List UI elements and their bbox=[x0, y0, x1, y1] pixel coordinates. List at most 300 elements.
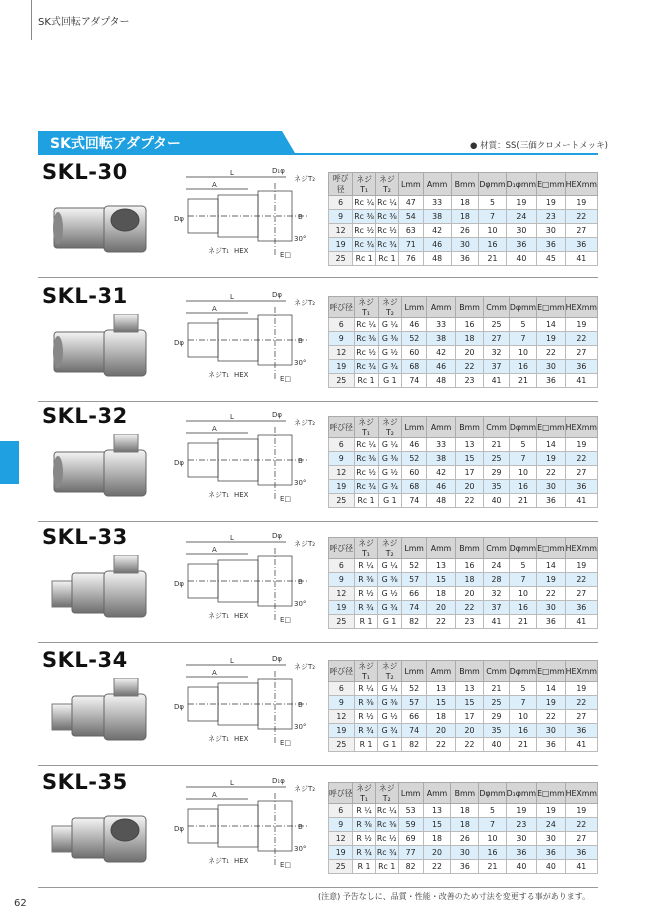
header-rule bbox=[31, 0, 32, 40]
table-cell: 30 bbox=[537, 601, 565, 615]
table-cell: 22 bbox=[455, 494, 483, 508]
table-cell: R ¼ bbox=[354, 682, 378, 696]
table-header-cell: Bmm bbox=[451, 783, 479, 804]
model-name: SKL-35 bbox=[42, 770, 128, 794]
table-cell: 22 bbox=[565, 696, 597, 710]
table-cell: 36 bbox=[537, 238, 565, 252]
table-row bbox=[329, 710, 598, 724]
table-cell: 77 bbox=[398, 846, 423, 860]
svg-text:HEX: HEX bbox=[234, 491, 249, 499]
table-header-cell: E□mm bbox=[537, 783, 565, 804]
table-cell: 36 bbox=[565, 601, 597, 615]
table-cell: 41 bbox=[565, 252, 597, 266]
svg-text:E□: E□ bbox=[280, 495, 292, 503]
table-cell: 13 bbox=[455, 682, 483, 696]
table-cell: Rc ¾ bbox=[376, 238, 399, 252]
table-cell: 26 bbox=[451, 832, 479, 846]
table-cell: 36 bbox=[565, 480, 597, 494]
svg-text:HEX: HEX bbox=[234, 857, 249, 865]
section-divider bbox=[38, 765, 598, 766]
table-cell: 9 bbox=[329, 210, 353, 224]
table-cell: 52 bbox=[401, 682, 426, 696]
table-cell: 9 bbox=[329, 696, 355, 710]
product-section bbox=[38, 648, 598, 766]
table-cell: Rc ¾ bbox=[375, 846, 398, 860]
table-cell: 25 bbox=[329, 494, 355, 508]
table-cell: 19 bbox=[506, 196, 536, 210]
table-cell: 7 bbox=[479, 818, 506, 832]
table-cell: 35 bbox=[484, 480, 510, 494]
table-header-cell: Lmm bbox=[401, 538, 426, 559]
table-cell: 41 bbox=[484, 615, 510, 629]
table-header-cell: E□mm bbox=[537, 417, 565, 438]
section-divider bbox=[38, 642, 598, 643]
table-cell: 38 bbox=[423, 210, 451, 224]
table-cell: 20 bbox=[427, 601, 455, 615]
table-header-cell: Lmm bbox=[402, 417, 427, 438]
product-section bbox=[38, 404, 598, 522]
table-cell: 13 bbox=[427, 559, 455, 573]
table-cell: 5 bbox=[509, 438, 536, 452]
dimension-drawing bbox=[168, 775, 338, 875]
table-header-cell: Cmm bbox=[484, 661, 510, 682]
table-cell: 18 bbox=[455, 332, 483, 346]
table-cell: 29 bbox=[484, 466, 510, 480]
table-cell: 23 bbox=[455, 374, 483, 388]
side-index-tab bbox=[0, 441, 19, 484]
table-cell: Rc 1 bbox=[354, 494, 378, 508]
table-cell: 30 bbox=[451, 238, 479, 252]
table-cell: R 1 bbox=[353, 860, 375, 874]
table-cell: 29 bbox=[484, 710, 510, 724]
table-cell: 25 bbox=[329, 615, 355, 629]
table-cell: 33 bbox=[427, 438, 455, 452]
table-cell: 23 bbox=[506, 818, 536, 832]
table-cell: 21 bbox=[509, 615, 536, 629]
table-cell: 30 bbox=[537, 832, 565, 846]
svg-text:ネジT₂: ネジT₂ bbox=[294, 540, 316, 548]
product-section bbox=[38, 160, 598, 278]
table-cell: Rc ¼ bbox=[354, 318, 378, 332]
table-cell: 18 bbox=[451, 210, 479, 224]
title-underline bbox=[38, 153, 598, 155]
table-cell: 22 bbox=[427, 738, 455, 752]
table-header-cell: ネジT₂ bbox=[378, 297, 402, 318]
table-cell: Rc ¼ bbox=[375, 804, 398, 818]
table-cell: Rc ⅜ bbox=[354, 332, 378, 346]
table-cell: R ½ bbox=[353, 832, 375, 846]
table-cell: 36 bbox=[537, 738, 565, 752]
table-row bbox=[329, 818, 598, 832]
table-row bbox=[329, 318, 598, 332]
table-cell: 53 bbox=[398, 804, 423, 818]
svg-text:ネジT₂: ネジT₂ bbox=[294, 299, 316, 307]
table-header-cell: E□mm bbox=[537, 661, 565, 682]
svg-text:HEX: HEX bbox=[234, 247, 249, 255]
table-cell: 25 bbox=[484, 318, 510, 332]
table-header-cell: ネジT₂ bbox=[376, 173, 399, 196]
table-header-cell: ネジT₁ bbox=[354, 661, 378, 682]
table-cell: 40 bbox=[537, 860, 565, 874]
table-cell: 20 bbox=[423, 846, 451, 860]
svg-text:30°: 30° bbox=[294, 359, 307, 367]
table-cell: 9 bbox=[329, 818, 353, 832]
table-cell: 22 bbox=[537, 587, 565, 601]
table-header-cell: HEXmm bbox=[565, 538, 597, 559]
svg-text:ネジT₂: ネジT₂ bbox=[294, 663, 316, 671]
table-header-cell: Amm bbox=[423, 783, 451, 804]
model-name: SKL-34 bbox=[42, 648, 128, 672]
dimension-drawing bbox=[168, 653, 338, 753]
table-header-cell: Bmm bbox=[455, 297, 483, 318]
table-cell: 35 bbox=[484, 724, 510, 738]
table-cell: 6 bbox=[329, 682, 355, 696]
table-cell: 17 bbox=[455, 466, 483, 480]
svg-text:HEX: HEX bbox=[234, 371, 249, 379]
table-cell: R ⅜ bbox=[354, 696, 378, 710]
table-cell: 19 bbox=[565, 196, 597, 210]
table-cell: 18 bbox=[451, 196, 479, 210]
table-header-cell: HEXmm bbox=[565, 417, 597, 438]
table-header-cell: Dφmm bbox=[509, 297, 536, 318]
table-cell: 9 bbox=[329, 452, 355, 466]
table-row bbox=[329, 494, 598, 508]
table-cell: G ⅜ bbox=[378, 696, 402, 710]
table-cell: 38 bbox=[427, 332, 455, 346]
table-header-cell: 呼び径 bbox=[329, 417, 355, 438]
table-cell: 12 bbox=[329, 832, 353, 846]
table-cell: 6 bbox=[329, 804, 353, 818]
table-cell: 5 bbox=[479, 196, 506, 210]
table-cell: 63 bbox=[398, 224, 423, 238]
svg-text:ネジT₁: ネジT₁ bbox=[208, 491, 230, 499]
svg-text:ネジT₂: ネジT₂ bbox=[294, 419, 316, 427]
table-cell: Rc ½ bbox=[353, 224, 376, 238]
svg-text:ネジT₁: ネジT₁ bbox=[208, 612, 230, 620]
svg-text:B: B bbox=[298, 701, 303, 709]
table-cell: 74 bbox=[402, 374, 427, 388]
svg-text:A: A bbox=[212, 181, 217, 189]
table-cell: 48 bbox=[427, 494, 455, 508]
table-cell: 40 bbox=[506, 860, 536, 874]
table-cell: 19 bbox=[506, 804, 536, 818]
table-header-cell: Dφmm bbox=[479, 783, 506, 804]
table-cell: 30 bbox=[537, 360, 565, 374]
table-cell: R ½ bbox=[354, 710, 378, 724]
table-cell: R ½ bbox=[354, 587, 378, 601]
table-cell: 46 bbox=[427, 360, 455, 374]
table-header-cell: ネジT₂ bbox=[375, 783, 398, 804]
table-cell: 40 bbox=[484, 738, 510, 752]
spec-table bbox=[328, 296, 598, 388]
table-row bbox=[329, 360, 598, 374]
table-cell: 6 bbox=[329, 559, 355, 573]
table-header-cell: ネジT₁ bbox=[354, 417, 378, 438]
footer-note: (注意) 予告なしに、品質・性能・改善のため寸法を変更する事があります。 bbox=[318, 892, 591, 901]
table-cell: G ¼ bbox=[378, 318, 402, 332]
table-cell: 52 bbox=[402, 332, 427, 346]
table-cell: 19 bbox=[329, 238, 353, 252]
table-cell: 18 bbox=[423, 832, 451, 846]
table-header-cell: E□mm bbox=[537, 173, 565, 196]
table-header-cell: E□mm bbox=[537, 297, 565, 318]
table-header-cell: Dφmm bbox=[479, 173, 506, 196]
table-cell: 22 bbox=[537, 346, 565, 360]
product-section bbox=[38, 284, 598, 402]
svg-text:Dφ: Dφ bbox=[272, 291, 283, 299]
table-header-cell: Lmm bbox=[401, 661, 426, 682]
table-cell: 5 bbox=[479, 804, 506, 818]
table-header-cell: ネジT₂ bbox=[378, 661, 402, 682]
table-cell: 69 bbox=[398, 832, 423, 846]
table-cell: 25 bbox=[484, 452, 510, 466]
table-cell: R ¾ bbox=[353, 846, 375, 860]
table-cell: 14 bbox=[537, 438, 565, 452]
table-cell: 36 bbox=[537, 494, 565, 508]
table-cell: R ¾ bbox=[354, 601, 378, 615]
table-header-cell: D₁φmm bbox=[506, 783, 536, 804]
table-cell: 22 bbox=[565, 452, 597, 466]
table-cell: 25 bbox=[329, 860, 353, 874]
table-header-cell: ネジT₁ bbox=[354, 538, 378, 559]
table-cell: 24 bbox=[484, 559, 510, 573]
table-cell: 19 bbox=[565, 438, 597, 452]
table-cell: 10 bbox=[509, 466, 536, 480]
table-cell: G 1 bbox=[378, 615, 402, 629]
table-cell: 74 bbox=[401, 724, 426, 738]
table-cell: 38 bbox=[427, 452, 455, 466]
svg-text:E□: E□ bbox=[280, 375, 292, 383]
table-cell: 19 bbox=[565, 804, 597, 818]
table-cell: 14 bbox=[537, 682, 565, 696]
table-cell: 46 bbox=[423, 238, 451, 252]
table-cell: 48 bbox=[423, 252, 451, 266]
table-cell: 19 bbox=[329, 480, 355, 494]
model-name: SKL-31 bbox=[42, 284, 128, 308]
table-cell: 30 bbox=[506, 832, 536, 846]
table-cell: 19 bbox=[329, 601, 355, 615]
table-cell: 19 bbox=[329, 846, 353, 860]
table-header-cell: Amm bbox=[427, 297, 455, 318]
table-cell: 12 bbox=[329, 466, 355, 480]
svg-text:E□: E□ bbox=[280, 739, 292, 747]
product-photo bbox=[48, 800, 163, 875]
svg-text:Dφ: Dφ bbox=[174, 459, 185, 467]
table-cell: 21 bbox=[484, 438, 510, 452]
table-cell: 46 bbox=[427, 480, 455, 494]
table-header-cell: HEXmm bbox=[565, 783, 597, 804]
table-cell: 27 bbox=[565, 710, 597, 724]
table-cell: 7 bbox=[509, 696, 536, 710]
table-header-cell: Lmm bbox=[402, 297, 427, 318]
table-cell: 46 bbox=[402, 438, 427, 452]
table-cell: G ¾ bbox=[378, 601, 402, 615]
svg-text:E□: E□ bbox=[280, 616, 292, 624]
table-row bbox=[329, 210, 598, 224]
table-cell: 46 bbox=[402, 318, 427, 332]
table-header-cell: 呼び径 bbox=[329, 783, 353, 804]
table-header-cell: E□mm bbox=[537, 538, 565, 559]
table-row bbox=[329, 615, 598, 629]
section-divider bbox=[38, 401, 598, 402]
svg-text:B: B bbox=[298, 213, 303, 221]
table-header-cell: Bmm bbox=[451, 173, 479, 196]
table-header-cell: Bmm bbox=[455, 538, 483, 559]
table-cell: R ¾ bbox=[354, 724, 378, 738]
table-cell: Rc ⅜ bbox=[376, 210, 399, 224]
material-note: ● 材質：SS(三価クロメートメッキ) bbox=[470, 141, 608, 151]
table-cell: G ⅜ bbox=[378, 452, 402, 466]
table-cell: Rc ¾ bbox=[354, 480, 378, 494]
svg-text:L: L bbox=[230, 169, 234, 177]
table-cell: 68 bbox=[402, 360, 427, 374]
svg-text:Dφ: Dφ bbox=[272, 532, 283, 540]
table-cell: 19 bbox=[565, 682, 597, 696]
table-cell: 19 bbox=[537, 332, 565, 346]
svg-text:HEX: HEX bbox=[234, 612, 249, 620]
table-cell: 10 bbox=[509, 587, 536, 601]
product-section bbox=[38, 770, 598, 888]
svg-text:B: B bbox=[298, 457, 303, 465]
table-cell: 20 bbox=[455, 587, 483, 601]
table-cell: R ⅜ bbox=[354, 573, 378, 587]
table-header-cell: 呼び径 bbox=[329, 538, 355, 559]
table-row bbox=[329, 724, 598, 738]
table-cell: 18 bbox=[451, 818, 479, 832]
table-header-cell: 呼び径 bbox=[329, 173, 353, 196]
table-cell: G ¼ bbox=[378, 682, 402, 696]
table-cell: 82 bbox=[401, 615, 426, 629]
svg-text:E□: E□ bbox=[280, 251, 292, 259]
table-row bbox=[329, 332, 598, 346]
table-cell: 7 bbox=[479, 210, 506, 224]
table-cell: 41 bbox=[565, 860, 597, 874]
table-header-cell: Amm bbox=[427, 538, 455, 559]
table-cell: 19 bbox=[329, 360, 355, 374]
table-cell: 22 bbox=[455, 360, 483, 374]
table-cell: 22 bbox=[565, 332, 597, 346]
table-cell: 15 bbox=[455, 696, 483, 710]
table-cell: G ½ bbox=[378, 587, 402, 601]
table-cell: 20 bbox=[455, 724, 483, 738]
svg-text:ネジT₁: ネジT₁ bbox=[208, 371, 230, 379]
table-cell: 27 bbox=[565, 346, 597, 360]
table-cell: 9 bbox=[329, 332, 355, 346]
svg-text:E□: E□ bbox=[280, 861, 292, 869]
table-cell: 42 bbox=[423, 224, 451, 238]
table-cell: 22 bbox=[427, 615, 455, 629]
svg-text:ネジT₂: ネジT₂ bbox=[294, 785, 316, 793]
table-cell: Rc ⅜ bbox=[375, 818, 398, 832]
table-cell: 36 bbox=[451, 860, 479, 874]
table-cell: 22 bbox=[537, 466, 565, 480]
table-cell: G ¼ bbox=[378, 438, 402, 452]
table-cell: 15 bbox=[423, 818, 451, 832]
product-photo bbox=[48, 678, 163, 753]
svg-text:30°: 30° bbox=[294, 723, 307, 731]
dimension-drawing bbox=[168, 409, 338, 509]
table-cell: 16 bbox=[509, 480, 536, 494]
table-cell: 7 bbox=[509, 573, 536, 587]
table-cell: G ¾ bbox=[378, 360, 402, 374]
table-row bbox=[329, 196, 598, 210]
table-cell: 37 bbox=[484, 601, 510, 615]
table-cell: R 1 bbox=[354, 615, 378, 629]
table-header-cell: ネジT₁ bbox=[353, 173, 376, 196]
table-cell: 47 bbox=[398, 196, 423, 210]
table-cell: 19 bbox=[537, 196, 565, 210]
table-cell: 19 bbox=[537, 696, 565, 710]
table-header-cell: Cmm bbox=[484, 417, 510, 438]
model-name: SKL-32 bbox=[42, 404, 128, 428]
table-cell: 23 bbox=[537, 210, 565, 224]
table-header-cell: 呼び径 bbox=[329, 297, 355, 318]
table-header-cell: Lmm bbox=[398, 783, 423, 804]
table-cell: 16 bbox=[509, 360, 536, 374]
table-cell: 27 bbox=[484, 332, 510, 346]
table-cell: 13 bbox=[455, 438, 483, 452]
table-cell: 36 bbox=[537, 846, 565, 860]
table-cell: Rc ¾ bbox=[353, 238, 376, 252]
table-cell: 18 bbox=[427, 587, 455, 601]
table-cell: 12 bbox=[329, 224, 353, 238]
table-cell: G ⅜ bbox=[378, 332, 402, 346]
table-cell: 6 bbox=[329, 196, 353, 210]
svg-text:Dφ: Dφ bbox=[174, 339, 185, 347]
table-header-cell: Bmm bbox=[455, 661, 483, 682]
table-cell: 57 bbox=[401, 573, 426, 587]
table-cell: 20 bbox=[455, 480, 483, 494]
table-cell: 5 bbox=[509, 682, 536, 696]
table-cell: Rc ½ bbox=[354, 346, 378, 360]
spec-table bbox=[328, 782, 598, 874]
table-cell: 10 bbox=[509, 710, 536, 724]
table-cell: 22 bbox=[565, 818, 597, 832]
table-cell: 32 bbox=[484, 587, 510, 601]
table-row bbox=[329, 860, 598, 874]
table-cell: 14 bbox=[537, 559, 565, 573]
table-cell: 10 bbox=[509, 346, 536, 360]
table-cell: 25 bbox=[329, 738, 355, 752]
table-cell: 20 bbox=[455, 346, 483, 360]
table-cell: G ½ bbox=[378, 466, 402, 480]
table-cell: R ¼ bbox=[354, 559, 378, 573]
table-cell: 7 bbox=[509, 452, 536, 466]
table-cell: Rc ¼ bbox=[353, 196, 376, 210]
table-cell: 82 bbox=[401, 738, 426, 752]
svg-text:ネジT₁: ネジT₁ bbox=[208, 857, 230, 865]
table-row bbox=[329, 438, 598, 452]
table-cell: Rc ½ bbox=[376, 224, 399, 238]
table-header-cell: Lmm bbox=[398, 173, 423, 196]
table-cell: 74 bbox=[402, 494, 427, 508]
table-header-cell: Amm bbox=[427, 661, 455, 682]
table-row bbox=[329, 480, 598, 494]
table-cell: 32 bbox=[484, 346, 510, 360]
svg-text:L: L bbox=[230, 293, 234, 301]
table-cell: 52 bbox=[402, 452, 427, 466]
table-cell: R 1 bbox=[354, 738, 378, 752]
table-cell: 19 bbox=[537, 452, 565, 466]
table-cell: 36 bbox=[565, 846, 597, 860]
svg-text:A: A bbox=[212, 546, 217, 554]
section-divider bbox=[38, 277, 598, 278]
model-name: SKL-30 bbox=[42, 160, 128, 184]
table-cell: 74 bbox=[401, 601, 426, 615]
svg-text:Dφ: Dφ bbox=[272, 655, 283, 663]
table-header-cell: Cmm bbox=[484, 538, 510, 559]
table-cell: 36 bbox=[565, 238, 597, 252]
